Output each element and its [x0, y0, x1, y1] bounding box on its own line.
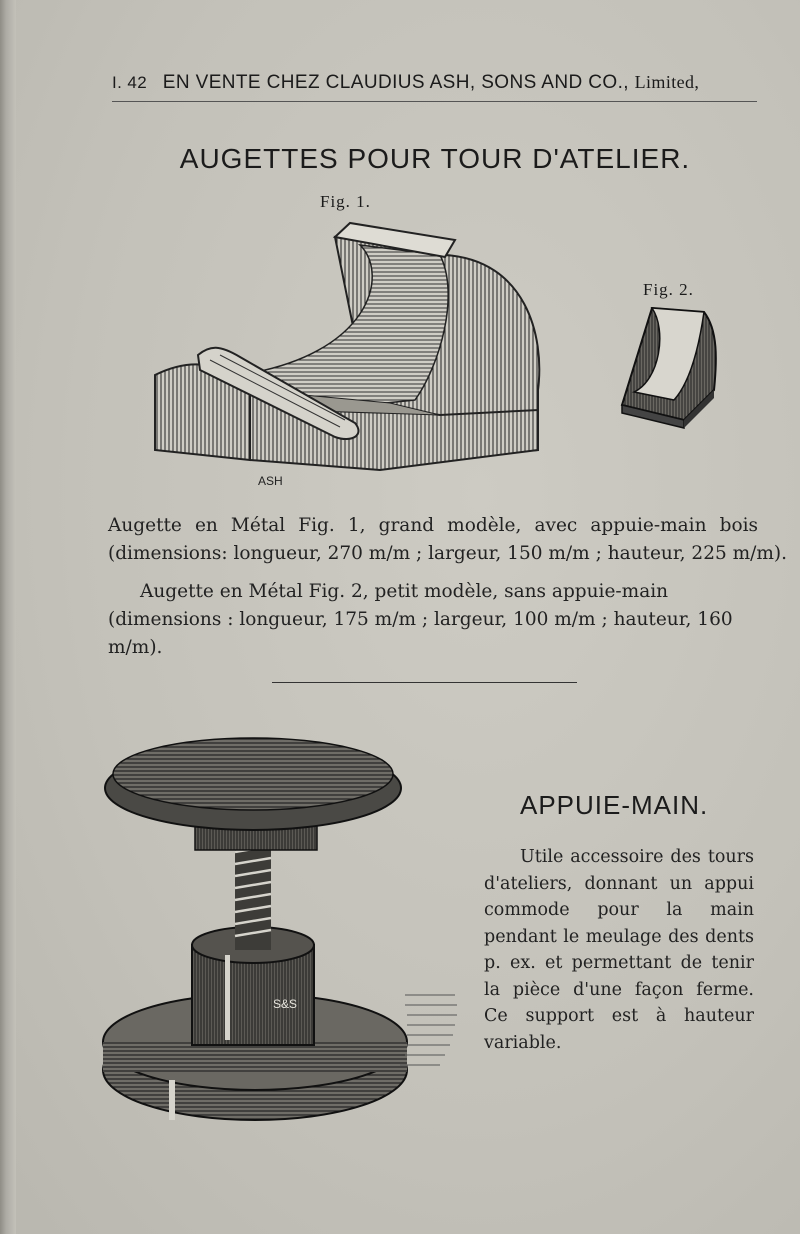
header-text: EN VENTE CHEZ CLAUDIUS ASH, SONS AND CO., [162, 72, 629, 93]
fig1-description-line2: (dimensions: longueur, 270 m/m ; largeur, 150 m/m ; hauteur, 225 m/m). [108, 543, 788, 564]
fig2-description: Augette en Métal Fig. 2, petit modèle, sans appuie-main (dimensions : longueur, 175 m/m ; largeur, 100 m/m ; hauteur, 160 m/m). [108, 581, 733, 658]
appuie-main-description: Utile accessoire des tours d'ateliers, donnant un appui commode pour la main pendant le meulage des dents p. ex. et permettant de tenir la pièce d'une façon ferme. Ce support est à hauteur variable. [484, 847, 754, 1053]
page-header [112, 72, 762, 94]
fig2-label: Fig. 2. [643, 280, 694, 299]
section-title-augettes: AUGETTES POUR TOUR D'ATELIER. [179, 143, 691, 174]
fig1-engraving-mark: ASH [258, 474, 283, 488]
header-suffix: Limited, [634, 72, 700, 92]
section-title-appuie-main: APPUIE-MAIN. [520, 790, 709, 820]
fig1-label: Fig. 1. [320, 192, 371, 211]
page-number: I. 42 [112, 73, 148, 92]
book-binding-edge [0, 0, 16, 1234]
hand-rest-illustration [95, 730, 465, 1140]
fig2-small-trough-illustration [612, 300, 722, 430]
section-divider [272, 682, 577, 683]
fig1-trough-illustration [140, 215, 550, 500]
fig1-description-line1: Augette en Métal Fig. 1, grand modèle, avec appuie-main bois [108, 515, 758, 536]
header-rule [112, 101, 757, 102]
svg-text:S&S: S&S [273, 997, 298, 1011]
